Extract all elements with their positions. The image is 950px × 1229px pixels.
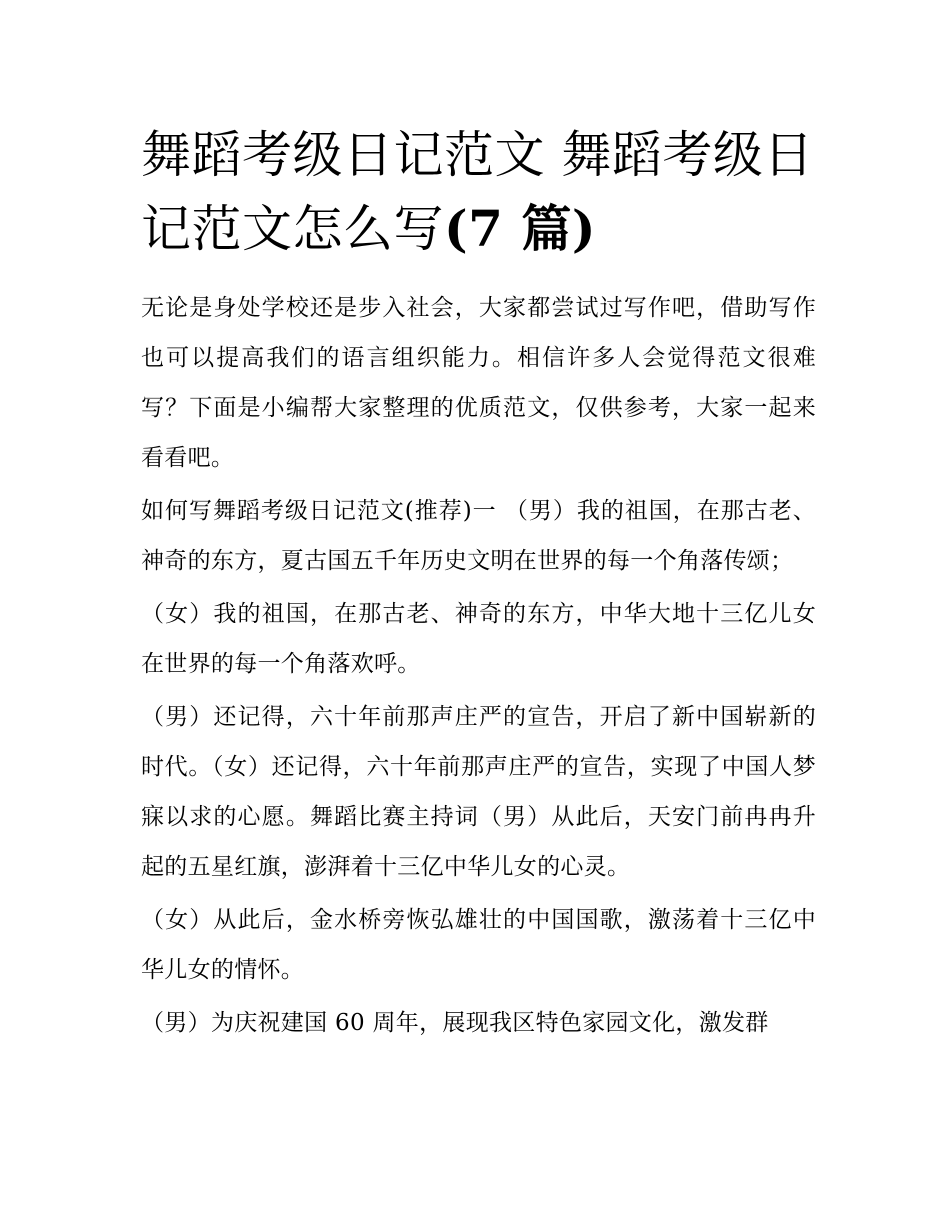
paragraph-essay-one-opening: 如何写舞蹈考级日记范文(推荐)一 （男）我的祖国，在那古老、神奇的东方，夏古国五千年历史文明在世界的每一个角落传颂； (141, 498, 816, 574)
paragraph-male-line-4: （男）为庆祝建国 60 周年，展现我区特色家园文化，激发群 (141, 1010, 769, 1036)
paragraph-female-line-3: （女）从此后，金水桥旁恢弘雄壮的中国国歌，激荡着十三亿中华儿女的情怀。 (141, 907, 816, 983)
document-title-count: (7 篇) (444, 199, 597, 258)
paragraph-female-line-1: （女）我的祖国，在那古老、神奇的东方，中华大地十三亿儿女在世界的每一个角落欢呼。 (141, 601, 816, 677)
document-title-main: 舞蹈考级日记范文 舞蹈考级日记范文怎么写 (141, 126, 814, 258)
document-title (141, 118, 821, 266)
paragraph-intro: 无论是身处学校还是步入社会，大家都尝试过写作吧，借助写作也可以提高我们的语言组织能力。相信许多人会觉得范文很难写？下面是小编帮大家整理的优质范文，仅供参考，大家一起来看看吧。 (141, 295, 816, 471)
paragraph-male-line-2: （男）还记得，六十年前那声庄严的宣告，开启了新中国崭新的时代。（女）还记得，六十年前那声庄严的宣告，实现了中国人梦寐以求的心愿。舞蹈比赛主持词（男）从此后，天安门前冉冉升起的五星红旗，澎湃着十三亿中华儿女的心灵。 (141, 704, 816, 880)
document-body (141, 283, 816, 1051)
